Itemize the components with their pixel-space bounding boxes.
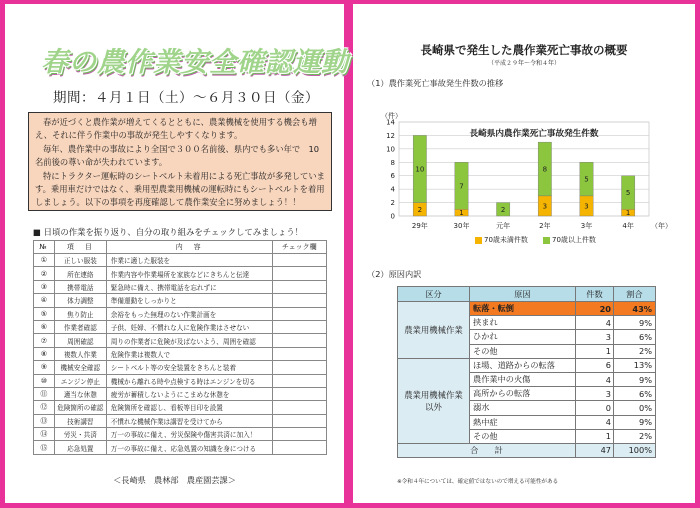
row-content: 緊急時に備え、携帯電話を忘れずに xyxy=(106,280,272,293)
bar-value-label: 5 xyxy=(625,189,631,197)
row-number: ⑪ xyxy=(34,387,55,400)
cause-count: 4 xyxy=(576,415,614,429)
row-item: 技術講習 xyxy=(54,414,106,427)
row-item: 応急処置 xyxy=(54,441,106,454)
row-number: ① xyxy=(34,254,55,267)
row-check-cell[interactable] xyxy=(272,387,326,400)
row-number: ⑩ xyxy=(34,374,55,387)
row-check-cell[interactable] xyxy=(272,280,326,293)
section-cause-heading: （2）原因内訳 xyxy=(367,269,422,279)
row-number: ⑦ xyxy=(34,334,55,347)
accident-summary-period: （平成２９年～令和４年） xyxy=(487,60,560,67)
bar-value-label: 7 xyxy=(459,182,464,191)
row-content: 疲労が蓄積しないようにこまめな休憩を xyxy=(106,387,272,400)
row-check-cell[interactable] xyxy=(272,347,326,360)
row-number: ⑤ xyxy=(34,307,55,320)
row-number: ③ xyxy=(34,280,55,293)
cause-table xyxy=(397,286,656,458)
bar-value-label: 10 xyxy=(415,165,425,174)
row-item: 危険箇所の確認 xyxy=(54,401,106,414)
cause-name: 挟まれ xyxy=(470,316,576,330)
bar-value-label: 2 xyxy=(417,205,423,214)
checklist-row xyxy=(34,414,327,427)
intro-paragraph: 毎年、農作業中の事故により全国で３００名前後、県内でも多い年で 10名前後の尊い命が失われています。 xyxy=(35,143,320,168)
total-ratio: 100% xyxy=(614,443,656,457)
row-item: 携帯電話 xyxy=(54,280,106,293)
left-page xyxy=(5,4,349,503)
right-page xyxy=(353,4,695,503)
row-check-cell[interactable] xyxy=(272,361,326,374)
chart-title: 長崎県内農作業死亡事故発生件数 xyxy=(469,129,599,139)
accident-bar-chart xyxy=(379,96,679,236)
row-item: 作業者確認 xyxy=(54,320,106,333)
checklist-row xyxy=(34,401,327,414)
x-axis-unit: （年） xyxy=(651,222,672,230)
cause-name: 熱中症 xyxy=(470,415,576,429)
row-content: 危険箇所を確認し、看板等目印を設置 xyxy=(106,401,272,414)
cause-count: 4 xyxy=(576,316,614,330)
row-item: 複数人作業 xyxy=(54,347,106,360)
cause-name: ほ場、道路からの転落 xyxy=(470,358,576,372)
checklist-row xyxy=(34,347,327,360)
col-item-header: 項 目 xyxy=(54,241,106,254)
cause-ratio: 2% xyxy=(614,429,656,443)
row-check-cell[interactable] xyxy=(272,254,326,267)
legend-swatch-over70 xyxy=(543,237,550,244)
row-number: ⑬ xyxy=(34,414,55,427)
x-tick-label: 2年 xyxy=(539,222,551,230)
x-tick-label: 4年 xyxy=(622,222,634,230)
cause-row xyxy=(398,302,656,316)
cause-count: 20 xyxy=(576,302,614,316)
cause-row xyxy=(398,358,656,372)
col-check-header: チェック欄 xyxy=(272,241,326,254)
cause-count: 1 xyxy=(576,344,614,358)
bar-value-label: 3 xyxy=(584,202,589,211)
cause-count: 3 xyxy=(576,387,614,401)
row-item: 正しい服装 xyxy=(54,254,106,267)
y-tick-label: 12 xyxy=(386,131,395,140)
total-count: 47 xyxy=(576,443,614,457)
bar-value-label: 5 xyxy=(584,175,589,184)
checklist-row xyxy=(34,334,327,347)
row-content: 作業内容や作業場所を家族などにきちんと伝達 xyxy=(106,267,272,280)
x-tick-label: 30年 xyxy=(453,222,470,230)
row-check-cell[interactable] xyxy=(272,294,326,307)
total-label: 合 計 xyxy=(398,443,576,457)
col-no-header: № xyxy=(34,241,55,254)
bar-value-label: 1 xyxy=(459,209,464,218)
intro-paragraph: 春が近づくと農作業が増えてくるとともに、農業機械を使用する機会も増え、それに伴う作業中の事故が発生しやすくなります。 xyxy=(35,117,317,141)
legend-under70 xyxy=(475,235,528,245)
row-content: 不慣れな機械作業は講習を受けてから xyxy=(106,414,272,427)
checklist-heading: ■ 日頃の作業を振り返り、自分の取り組みをチェックしてみましょう！ xyxy=(33,227,303,237)
cause-ratio: 9% xyxy=(614,415,656,429)
legend-label-under70: 70歳未満件数 xyxy=(484,236,528,244)
cause-name: 高所からの転落 xyxy=(470,387,576,401)
checklist-row xyxy=(34,361,327,374)
cause-ratio: 9% xyxy=(614,316,656,330)
row-item: 焦り防止 xyxy=(54,307,106,320)
row-content: 万一の事故に備え、応急処置の知識を身につける xyxy=(106,441,272,454)
cause-ratio: 13% xyxy=(614,358,656,372)
row-item: 周囲確認 xyxy=(54,334,106,347)
row-content: 危険作業は複数人で xyxy=(106,347,272,360)
checklist-row xyxy=(34,280,327,293)
col-ratio-header: 割合 xyxy=(614,287,656,302)
cause-ratio: 43% xyxy=(614,302,656,316)
row-number: ② xyxy=(34,267,55,280)
row-number: ⑥ xyxy=(34,320,55,333)
row-content: 周りの作業者に危険が及ばないよう、周囲を確認 xyxy=(106,334,272,347)
row-item: 機械安全確認 xyxy=(54,361,106,374)
cause-count: 4 xyxy=(576,372,614,386)
x-tick-label: 元年 xyxy=(496,222,511,230)
y-tick-label: 14 xyxy=(386,118,395,127)
row-number: ④ xyxy=(34,294,55,307)
row-number: ⑧ xyxy=(34,347,55,360)
row-check-cell[interactable] xyxy=(272,307,326,320)
cause-name: 転落・転倒 xyxy=(470,302,576,316)
checklist-row xyxy=(34,320,327,333)
cause-name: 農作業中の火傷 xyxy=(470,372,576,386)
checklist-row xyxy=(34,387,327,400)
col-cause-header: 原因 xyxy=(470,287,576,302)
row-content: 準備運動をしっかりと xyxy=(106,294,272,307)
intro-paragraph: 特にトラクター運転時のシートベルト未着用による死亡事故が多発しています。乗用車だけではなく、乗用型農業用機械の運転時にもシートベルトを着用しましょう。以下の事項を再度確認して農作業安全に努めましょう！！ xyxy=(35,170,325,208)
bar-value-label: 2 xyxy=(500,205,506,214)
y-tick-label: 6 xyxy=(390,172,395,181)
y-tick-label: 2 xyxy=(390,199,395,208)
row-check-cell[interactable] xyxy=(272,320,326,333)
row-number: ⑫ xyxy=(34,401,55,414)
row-number: ⑮ xyxy=(34,441,55,454)
row-content: 余裕をもった無理のない作業計画を xyxy=(106,307,272,320)
total-row xyxy=(398,443,656,457)
checklist-table xyxy=(33,240,327,455)
checklist-row xyxy=(34,374,327,387)
bar-value-label: 8 xyxy=(542,165,548,174)
checklist-row xyxy=(34,294,327,307)
row-check-cell[interactable] xyxy=(272,428,326,441)
row-item: 所在連絡 xyxy=(54,267,106,280)
cause-category: 農業用機械作業以外 xyxy=(398,358,470,443)
row-check-cell[interactable] xyxy=(272,334,326,347)
col-count-header: 件数 xyxy=(576,287,614,302)
campaign-period: 期間：４月１日（土）～６月３０日（金） xyxy=(53,90,319,106)
bar-value-label: 1 xyxy=(625,209,631,218)
cause-name: ひかれ xyxy=(470,330,576,344)
row-number: ⑭ xyxy=(34,428,55,441)
campaign-title: 春の農作業安全確認運動 xyxy=(41,47,349,78)
cause-count: 6 xyxy=(576,358,614,372)
row-item: 体力調整 xyxy=(54,294,106,307)
row-check-cell[interactable] xyxy=(272,414,326,427)
checklist-row xyxy=(34,307,327,320)
row-content: 子供、妊婦、不慣れな人に危険作業はさせない xyxy=(106,320,272,333)
x-tick-label: 3年 xyxy=(580,222,593,230)
bar-value-label: 3 xyxy=(542,202,548,211)
checklist-row xyxy=(34,428,327,441)
cause-name: その他 xyxy=(470,429,576,443)
row-content: シートベルト等の安全装置をきちんと装着 xyxy=(106,361,272,374)
cause-ratio: 0% xyxy=(614,401,656,415)
cause-category: 農業用機械作業 xyxy=(398,302,470,359)
row-check-cell[interactable] xyxy=(272,401,326,414)
row-number: ⑨ xyxy=(34,361,55,374)
cause-ratio: 9% xyxy=(614,372,656,386)
checklist-row xyxy=(34,441,327,454)
intro-box xyxy=(28,112,332,211)
section-trend-heading: （1）農作業死亡事故発生件数の推移 xyxy=(367,78,504,88)
col-content-header: 内 容 xyxy=(106,241,272,254)
row-check-cell[interactable] xyxy=(272,441,326,454)
cause-name: 溺水 xyxy=(470,401,576,415)
cause-name: その他 xyxy=(470,344,576,358)
accident-summary-title: 長崎県で発生した農作業死亡事故の概要 xyxy=(420,43,628,57)
y-tick-label: 4 xyxy=(390,185,395,194)
checklist-row xyxy=(34,267,327,280)
y-tick-label: 8 xyxy=(390,158,395,167)
y-tick-label: 10 xyxy=(386,145,395,154)
row-item: エンジン停止 xyxy=(54,374,106,387)
cause-count: 3 xyxy=(576,330,614,344)
cause-count: 1 xyxy=(576,429,614,443)
footnote: ※令和４年については、確定値ではないので増える可能性がある xyxy=(397,479,559,485)
cause-ratio: 2% xyxy=(614,344,656,358)
row-check-cell[interactable] xyxy=(272,374,326,387)
cause-count: 0 xyxy=(576,401,614,415)
cause-ratio: 6% xyxy=(614,330,656,344)
cause-ratio: 6% xyxy=(614,387,656,401)
row-check-cell[interactable] xyxy=(272,267,326,280)
legend-swatch-under70 xyxy=(475,237,482,244)
row-content: 万一の事故に備え、労災保険や傷害共済に加入！ xyxy=(106,428,272,441)
row-item: 適当な休憩 xyxy=(54,387,106,400)
row-content: 機械から離れる時や点検する時はエンジンを切る xyxy=(106,374,272,387)
row-item: 労災・共済 xyxy=(54,428,106,441)
x-tick-label: 29年 xyxy=(411,222,428,230)
row-content: 作業に適した服装を xyxy=(106,254,272,267)
legend-over70 xyxy=(543,235,596,245)
col-category-header: 区分 xyxy=(398,287,470,302)
checklist-row xyxy=(34,254,327,267)
legend-label-over70: 70歳以上件数 xyxy=(552,236,596,244)
y-axis-label: （件） xyxy=(381,112,402,120)
footer-credit: ＜長崎県 農林部 農産園芸課＞ xyxy=(113,475,236,485)
y-tick-label: 0 xyxy=(390,212,395,221)
